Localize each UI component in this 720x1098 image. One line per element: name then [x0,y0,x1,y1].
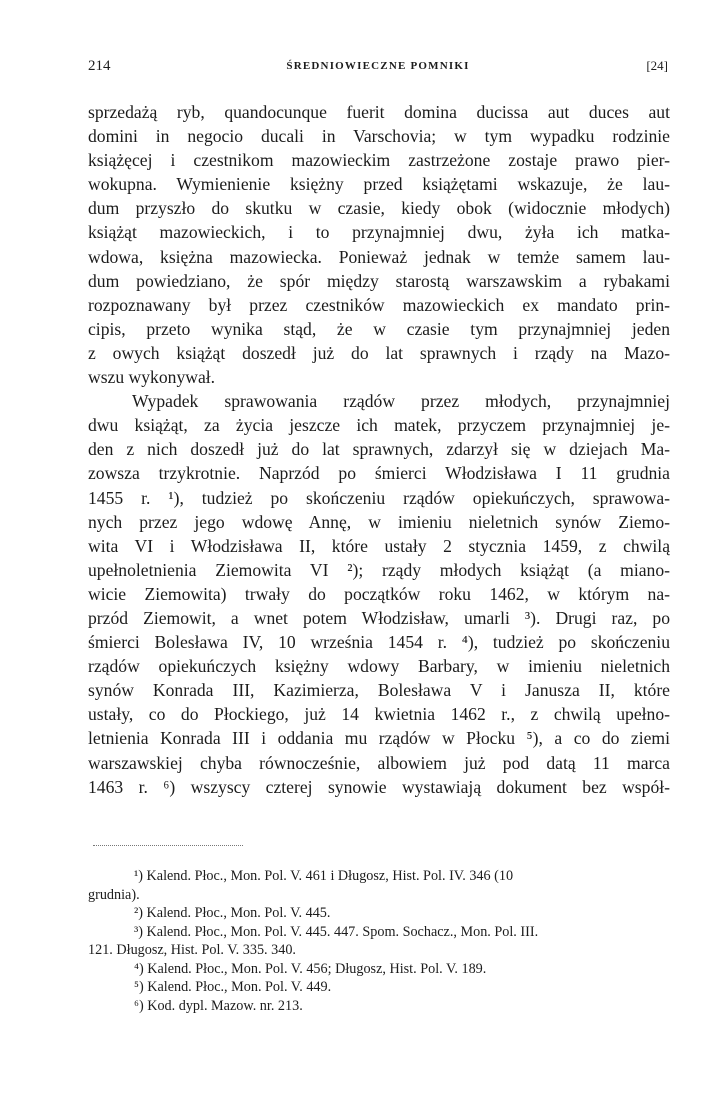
running-header [88,58,668,78]
body-line: wita VI i Włodzisława II, które ustały 2 stycznia 1459, z chwilą [88,535,670,556]
body-line: wokupna. Wymienienie księżny przed książętami wskazuje, że lau- [88,174,670,195]
body-line: zowsza trzykrotnie. Naprzód po śmierci Włodzisława I 11 grudnia [88,463,670,484]
body-line: rozpoznawany był przez czestników mazowieckich ex mandato prin- [88,294,670,315]
body-line: nych przez jego wdowę Annę, w imieniu nieletnich synów Ziemo- [88,511,670,532]
body-line: 1463 r. ⁶) wszyscy czterej synowie wystawiają dokument bez współ- [88,776,670,797]
body-line: warszawskiej chyba równocześnie, albowiem już pod datą 11 marca [88,752,670,773]
body-line: domini in negocio ducali in Varschovia; w tym wypadku rodzinie [88,126,670,147]
body-line: dum powiedziano, że spór między starostą warszawskim a rybakami [88,270,670,291]
body-line: książęcej i czestnikom mazowieckim zastrzeżone zostaje prawo pier- [88,150,670,171]
body-line: przód Ziemowit, a wnet potem Włodzisław, umarli ³). Drugi raz, po [88,607,670,628]
body-line: ustały, co do Płockiego, już 14 kwietnia 1462 r., z chwilą upełno- [88,704,670,725]
body-line: den z nich doszedł już do lat sprawnych, zdarzył się w dziejach Ma- [88,439,670,460]
body-line: rządów opiekuńczych księżny wdowy Barbary, w imieniu nieletnich [88,656,670,677]
section-number: [24] [646,58,668,73]
body-line: dum przyszło do skutku w czasie, kiedy obok (widocznie młodych) [88,198,670,219]
footnote: ³) Kalend. Płoc., Mon. Pol. V. 445. 447. Spom. Sochacz., Mon. Pol. III. [134,923,539,940]
footnote: grudnia). [88,886,140,903]
footnote: ¹) Kalend. Płoc., Mon. Pol. V. 461 i Długosz, Hist. Pol. IV. 346 (10 [134,868,514,884]
body-text [88,100,670,799]
body-line: sprzedażą ryb, quandocunque fuerit domina ducissa aut duces aut [88,102,670,122]
footnotes [88,867,680,1015]
body-line: cipis, przeto wynika stąd, że w czasie tym przynajmniej jeden [88,318,670,339]
body-line: wicie Ziemowita) trwały do początków roku 1462, w którym na- [88,583,670,604]
footnote: ²) Kalend. Płoc., Mon. Pol. V. 445. [134,905,331,921]
body-line: synów Konrada III, Kazimierza, Bolesława V i Janusza II, które [88,680,670,701]
body-line: z owych książąt doszedł już do lat sprawnych i rządy na Mazo- [88,342,670,363]
footnote-separator [93,845,243,846]
body-line: 1455 r. ¹), tudzież po skończeniu rządów opiekuńczych, sprawowa- [88,487,670,508]
footnote: ⁶) Kod. dypl. Mazow. nr. 213. [134,997,303,1014]
page-number: 214 [88,58,111,74]
running-title: ŚREDNIOWIECZNE POMNIKI [286,60,470,72]
body-line: dwu książąt, za życia jeszcze ich matek, przyczem przynajmniej je- [88,415,670,436]
footnote: 121. Długosz, Hist. Pol. V. 335. 340. [88,942,296,958]
body-line: upełnoletnienia Ziemowita VI ²); rządy młodych książąt (a miano- [88,559,670,580]
body-line: książąt mazowieckich, i to przynajmniej dwu, żyła ich matka- [88,222,670,243]
body-line: śmierci Bolesława IV, 10 września 1454 r. ⁴), tudzież po skończeniu [88,632,670,653]
body-line: wszu wykonywał. [88,367,216,388]
body-line: letnienia Konrada III i oddania mu rządów w Płocku ⁵), a co do ziemi [88,728,670,749]
footnote: ⁴) Kalend. Płoc., Mon. Pol. V. 456; Długosz, Hist. Pol. V. 189. [134,960,487,977]
footnote: ⁵) Kalend. Płoc., Mon. Pol. V. 449. [134,979,332,995]
body-line: wdowa, księżna mazowiecka. Ponieważ jednak w temże samem lau- [88,246,670,267]
body-line: Wypadek sprawowania rządów przez młodych, przynajmniej [132,391,670,412]
